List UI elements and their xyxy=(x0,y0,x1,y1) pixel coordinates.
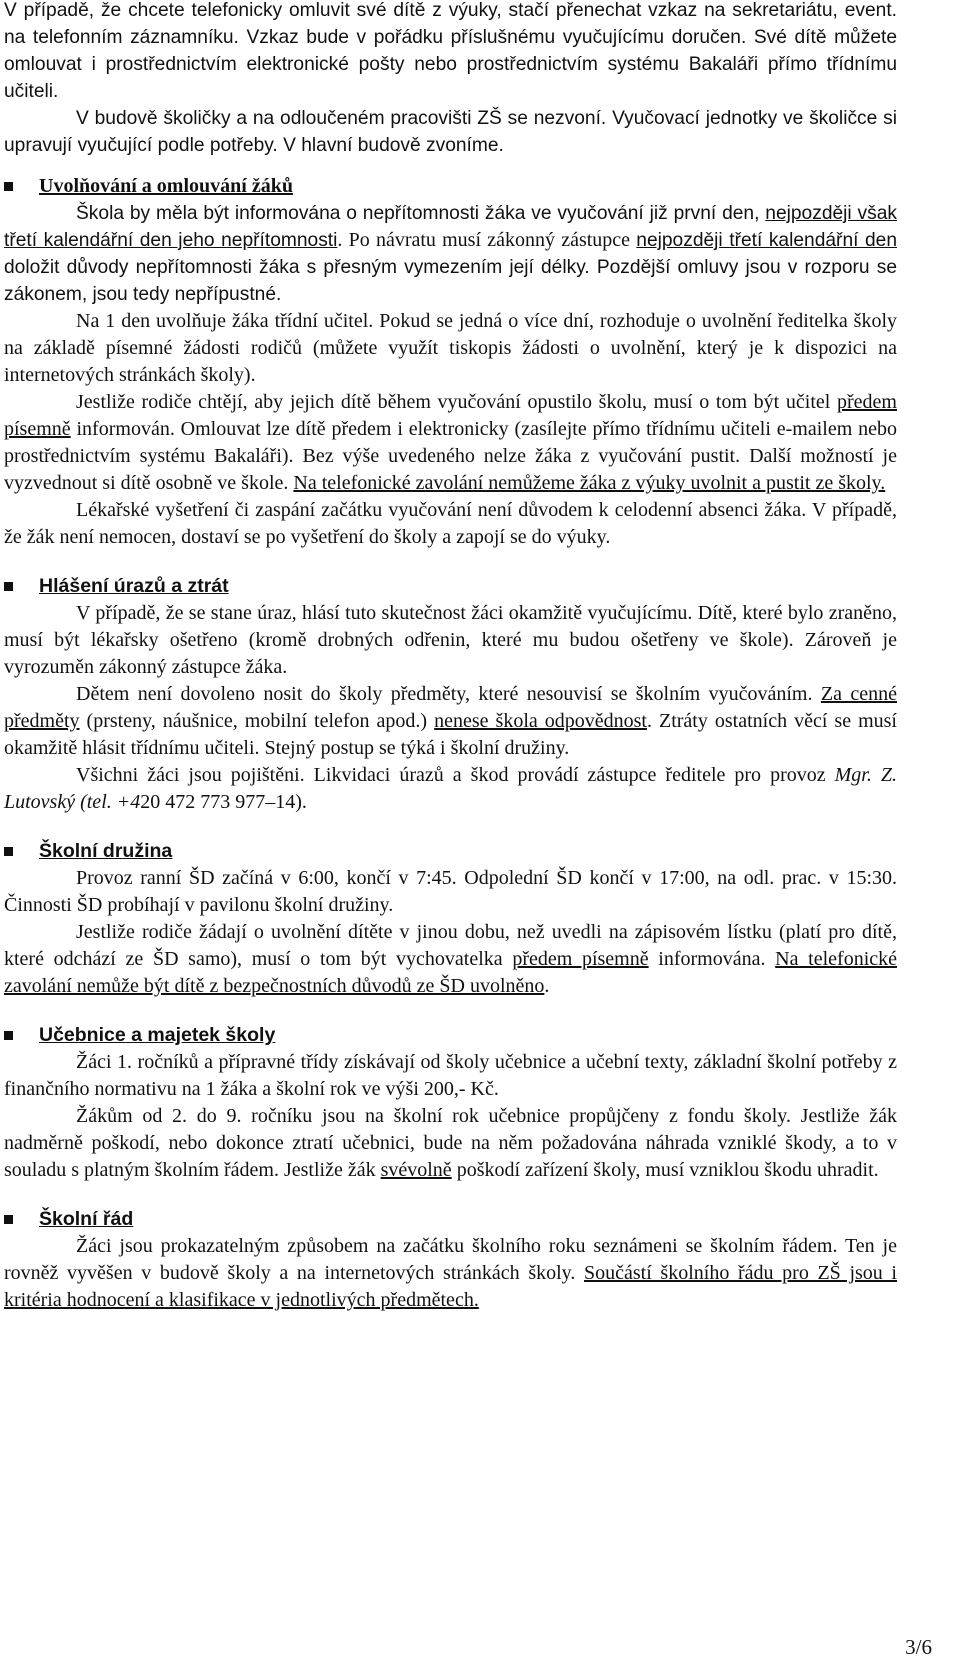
section-after-school-club xyxy=(4,838,897,1000)
paragraph: Lékařské vyšetření či zaspání začátku vyučování není důvodem k celodenní absenci žáka. V případě, že žák není nemocen, dostaví se po vyšetření do školy a zapojí se do výuky. xyxy=(4,499,897,548)
paragraph: Žáci 1. ročníků a přípravné třídy získávají od školy učebnice a učební texty, základní školní potřeby z finančního normativu na 1 žáka a školní rok ve výši 200,- Kč. xyxy=(4,1051,897,1100)
document-body xyxy=(4,0,897,1314)
section-title: Školní družina xyxy=(39,840,173,862)
section-absences xyxy=(4,173,897,551)
paragraph: Žáci jsou prokazatelným způsobem na začátku školního roku seznámeni se školním řádem. Ten je rovněž vyvěšen v budově školy a na internetových stránkách školy. Součástí školního řádu pro ZŠ jsou i kritéria hodnocení a klasifikace v jednotlivých předmětech. xyxy=(4,1235,897,1311)
square-bullet-icon xyxy=(4,182,13,191)
square-bullet-icon xyxy=(4,1215,13,1224)
square-bullet-icon xyxy=(4,582,13,591)
paragraph: Na 1 den uvolňuje žáka třídní učitel. Pokud se jedná o více dní, rozhoduje o uvolnění ředitelka školy na základě písemné žádosti rodičů (můžete využít tiskopis žádosti o uvolnění, který je k dispozici na internetových stránkách školy). xyxy=(4,310,897,386)
paragraph: V případě, že se stane úraz, hlásí tuto skutečnost žáci okamžitě vyučujícímu. Dítě, které bylo zraněno, musí být lékařsky ošetřeno (kromě drobných odřenin, které mu budou ošetřeny ve škole). Zároveň je vyrozuměn zákonný zástupce žáka. xyxy=(4,602,897,678)
paragraph: Provoz ranní ŠD začíná v 6:00, končí v 7:45. Odpolední ŠD končí v 17:00, na odl. prac. v 15:30. Činnosti ŠD probíhají v pavilonu školní družiny. xyxy=(4,867,897,916)
paragraph: Dětem není dovoleno nosit do školy předměty, které nesouvisí se školním vyučováním. Za cenné předměty (prsteny, náušnice, mobilní telefon apod.) nenese škola odpovědnost. Ztráty ostatních věcí se musí okamžitě hlásit třídnímu učiteli. Stejný postup se týká i školní družiny. xyxy=(4,683,897,759)
paragraph: Všichni žáci jsou pojištěni. Likvidaci úrazů a škod provádí zástupce ředitele pro provoz Mgr. Z. Lutovský (tel. +420 472 773 977–14). xyxy=(4,764,897,813)
square-bullet-icon xyxy=(4,1031,13,1040)
intro-paragraph-1: V případě, že chcete telefonicky omluvit své dítě z výuky, stačí přenechat vzkaz na sekretariátu, event. na telefonním záznamníku. Vzkaz bude v pořádku příslušnému vyučujícímu doručen. Své dítě můžete omlouvat i prostřednictvím elektronické pošty nebo prostřednictvím systému Bakaláři přímo třídnímu učiteli. xyxy=(4,0,897,102)
section-title: Uvolňování a omlouvání žáků xyxy=(39,175,293,197)
section-injuries xyxy=(4,573,897,816)
page-number: 3/6 xyxy=(905,1635,932,1659)
square-bullet-icon xyxy=(4,847,13,856)
section-textbooks xyxy=(4,1022,897,1184)
section-title: Hlášení úrazů a ztrát xyxy=(39,575,229,597)
paragraph: Jestliže rodiče žádají o uvolnění dítěte v jinou dobu, než uvedli na zápisovém lístku (platí pro dítě, které odchází ze ŠD samo), musí o tom být vychovatelka předem písemně informována. Na telefonické zavolání nemůže být dítě z bezpečnostních důvodů ze ŠD uvolněno. xyxy=(4,921,898,997)
intro-paragraph-2: V budově školičky a na odloučeném pracovišti ZŠ se nezvoní. Vyučovací jednotky ve školičce si upravují vyučující podle potřeby. V hlavní budově zvoníme. xyxy=(4,108,897,156)
section-title: Školní řád xyxy=(39,1208,134,1230)
section-title: Učebnice a majetek školy xyxy=(39,1024,276,1046)
paragraph: Škola by měla být informována o nepřítomnosti žáka ve vyučování již první den, nejpozději však třetí kalendářní den jeho nepřítomnosti. Po návratu musí zákonný zástupce nejpozději třetí kalendářní den doložit důvody nepřítomnosti žáka s přesným vymezením její délky. Pozdější omluvy jsou v rozporu se zákonem, jsou tedy nepřípustné. xyxy=(4,203,897,305)
section-school-rules xyxy=(4,1206,897,1314)
paragraph: Jestliže rodiče chtějí, aby jejich dítě během vyučování opustilo školu, musí o tom být učitel předem písemně informován. Omlouvat lze dítě předem i elektronicky (zasílejte přímo třídnímu učiteli e-mailem nebo prostřednictvím systému Bakaláři). Bez výše uvedeného nelze žáka z vyučování pustit. Další možností je vyzvednout si dítě osobně ve škole. Na telefonické zavolání nemůžeme žáka z výuky uvolnit a pustit ze školy. xyxy=(4,391,897,494)
paragraph: Žákům od 2. do 9. ročníku jsou na školní rok učebnice propůjčeny z fondu školy. Jestliže žák nadměrně poškodí, nebo dokonce ztratí učebnici, bude na něm požadována náhrada vzniklé škody, a to v souladu s platným školním řádem. Jestliže žák svévolně poškodí zařízení školy, musí vzniklou škodu uhradit. xyxy=(4,1105,897,1181)
